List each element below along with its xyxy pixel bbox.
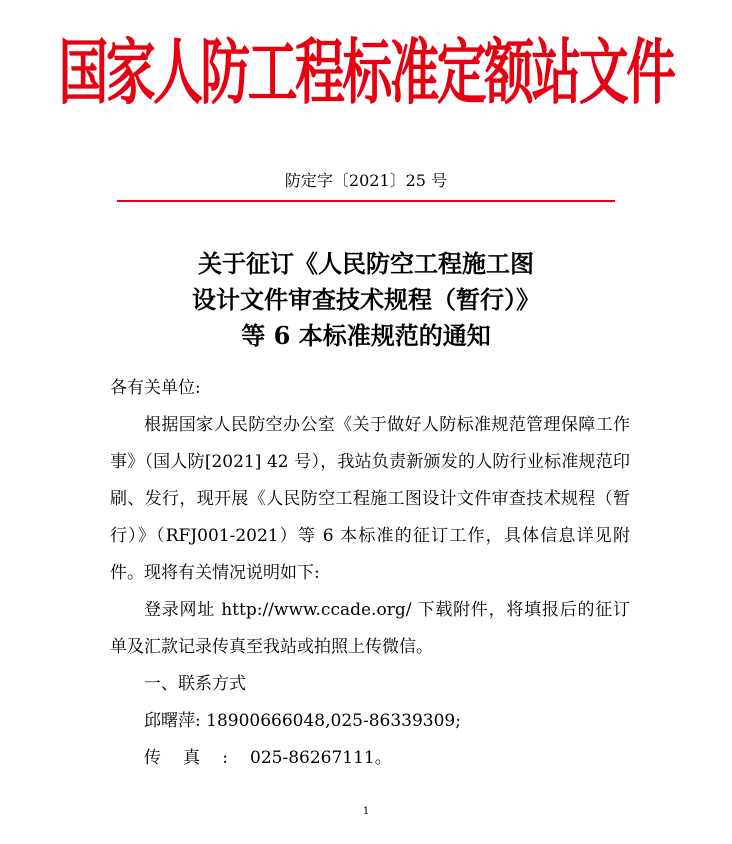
contact-name-label: 邱曙萍: bbox=[144, 711, 201, 731]
section-heading-contact: 一、联系方式 bbox=[144, 674, 246, 694]
notice-title-line-1: 关于征订《人民防空工程施工图 bbox=[198, 249, 534, 278]
fax-value: 025-86267111。 bbox=[250, 748, 392, 768]
body-paragraph-2: 登录网址 http://www.ccade.org/ 下载附件，将填报后的征订单及汇款记录传真至我站或拍照上传微信。 bbox=[110, 600, 630, 657]
fax-line bbox=[110, 740, 630, 777]
page-number: 1 bbox=[362, 806, 370, 817]
header-red-rule bbox=[117, 200, 615, 202]
contact-phone-value: 18900666048,025-86339309; bbox=[206, 711, 461, 731]
notice-title bbox=[0, 246, 732, 354]
fax-label: 传真: bbox=[144, 748, 251, 768]
notice-title-line-3: 等 6 本标准规范的通知 bbox=[241, 321, 491, 350]
notice-title-line-2: 设计文件审查技术规程（暂行）》 bbox=[192, 285, 540, 314]
body-paragraph-1: 根据国家人民防空办公室《关于做好人防标准规范管理保障工作事》（国人防[2021] 42 号），我站负责新颁发的人防行业标准规范印刷、发行，现开展《人民防空工程施工图设计文件审查技术规程（暂行）》（RFJ001-2021）等 6 本标准的征订工作，具体信息详见附件。现将有关情况说明如下: bbox=[110, 415, 630, 583]
contact-line bbox=[110, 703, 630, 740]
salutation: 各有关单位: bbox=[110, 378, 201, 398]
document-number: 防定字〔2021〕25 号 bbox=[284, 171, 448, 190]
document-header-title: 国家人防工程标准定额站文件 bbox=[58, 31, 674, 115]
notice-body bbox=[110, 370, 630, 777]
